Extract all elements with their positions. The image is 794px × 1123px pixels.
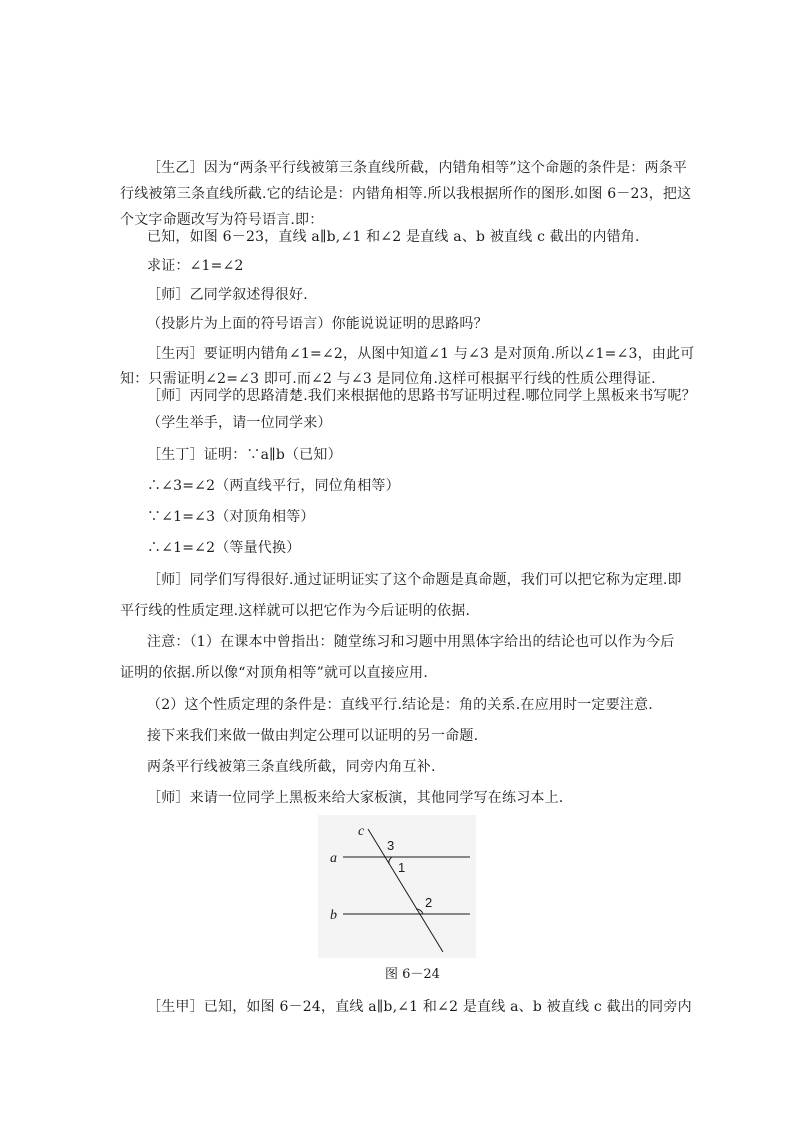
teacher-comment-2: ［师］丙同学的思路清楚.我们来根据他的思路书写证明过程.哪位同学上黑板来书写呢？ [147, 388, 696, 404]
proof-step-3: ∵∠1=∠3（对顶角相等） [147, 509, 315, 525]
line-c [368, 829, 443, 952]
teacher-comment-3-line-1: ［师］同学们写得很好.通过证明证实了这个命题是真命题，我们可以把它称为定理.即 [147, 572, 682, 588]
note-line-3: （2）这个性质定理的条件是：直线平行.结论是：角的关系.在应用时一定要注意. [147, 697, 653, 713]
label-a: a [330, 851, 337, 866]
student-bing-line-2: 知：只需证明∠2=∠3 即可.而∠2 与∠3 是同位角.这样可根据平行线的性质公理得证. [120, 371, 656, 387]
question-line: （投影片为上面的符号语言）你能说说证明的思路吗？ [147, 316, 488, 332]
figure-caption: 图 6－24 [385, 967, 440, 982]
paragraph-line-3: 个文字命题改写为符号语言.即： [120, 212, 324, 228]
students-raise-hands: （学生举手，请一位同学来） [147, 415, 332, 431]
given-statement: 已知，如图 6－23，直线 a∥b,∠1 和∠2 是直线 a、b 被直线 c 截出的内错角. [147, 229, 640, 245]
proof-step-1: ［生丁］证明：∵a∥b（已知） [147, 447, 342, 463]
angle-1-arc [389, 857, 392, 864]
proof-step-2: ∴∠3=∠2（两直线平行，同位角相等） [147, 478, 400, 494]
teacher-comment-3-line-2: 平行线的性质定理.这样就可以把它作为今后证明的依据. [120, 603, 471, 619]
student-jia-line: ［生甲］已知，如图 6－24，直线 a∥b,∠1 和∠2 是直线 a、b 被直线 c 截出的同旁内 [147, 999, 692, 1015]
figure-6-24 [318, 815, 476, 958]
label-b: b [330, 908, 337, 923]
parallel-lines-diagram [318, 815, 476, 958]
label-angle-3: 3 [387, 838, 395, 853]
next-task-line: 接下来我们来做一做由判定公理可以证明的另一命题. [147, 728, 479, 744]
label-angle-1: 1 [398, 860, 406, 875]
to-prove-statement: 求证：∠1=∠2 [147, 258, 244, 274]
proof-step-4: ∴∠1=∠2（等量代换） [147, 540, 301, 556]
paragraph-line-1: ［生乙］因为“两条平行线被第三条直线所截，内错角相等”这个命题的条件是：两条平 [147, 160, 688, 176]
student-bing-line-1: ［生丙］要证明内错角∠1=∠2，从图中知道∠1 与∠3 是对顶角.所以∠1=∠3，由此可 [147, 346, 695, 362]
proposition-line: 两条平行线被第三条直线所截，同旁内角互补. [147, 759, 436, 775]
label-angle-2: 2 [425, 895, 433, 910]
teacher-comment-1: ［师］乙同学叙述得很好. [147, 287, 308, 303]
paragraph-line-2: 行线被第三条直线所截.它的结论是：内错角相等.所以我根据所作的图形.如图 6－23，把这 [120, 186, 692, 202]
note-line-2: 证明的依据.所以像“对顶角相等”就可以直接应用. [120, 665, 429, 681]
label-c: c [358, 824, 365, 839]
teacher-comment-4: ［师］来请一位同学上黑板来给大家板演，其他同学写在练习本上. [147, 790, 564, 806]
note-line-1: 注意：（1）在课本中曾指出：随堂练习和习题中用黑体字给出的结论也可以作为今后 [147, 634, 675, 650]
